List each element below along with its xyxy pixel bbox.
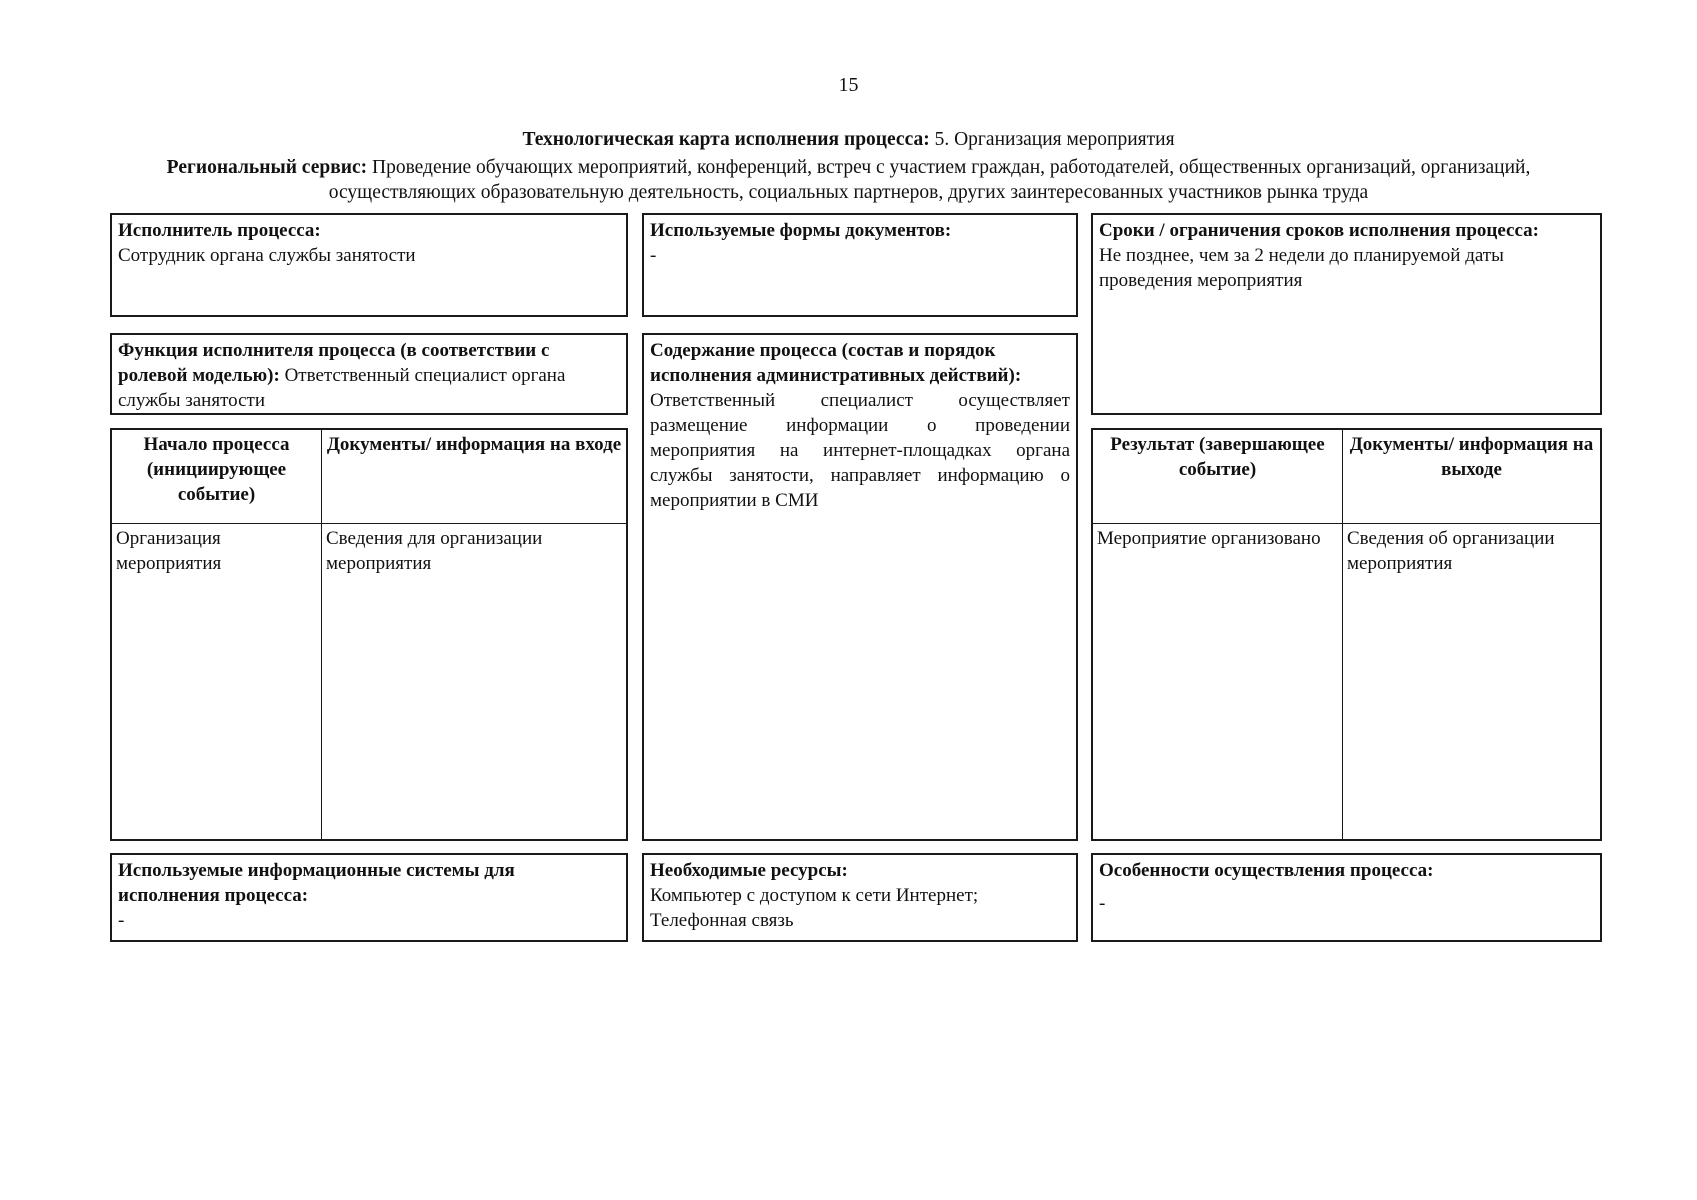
result-header-event: Результат (завершающее событие) (1093, 430, 1343, 524)
page-number: 15 (838, 74, 859, 96)
forms-value: - (650, 245, 657, 266)
deadlines-box (1091, 213, 1602, 415)
function-label: Функция исполнителя процесса (в соответствии с ролевой моделью): (118, 340, 550, 386)
resources-label: Необходимые ресурсы: (650, 860, 848, 881)
start-cell-docs: Сведения для организации мероприятия (326, 528, 543, 574)
resources-box (642, 853, 1078, 942)
info-systems-label: Используемые информационные системы для исполнения процесса: (118, 860, 515, 906)
function-value: Ответственный специалист органа службы занятости (118, 365, 566, 411)
content-value: Ответственный специалист осуществляет размещение информации о проведении мероприятия на интернет-площадках органа службы занятости, направляет информацию о мероприятии в СМИ (650, 390, 1070, 511)
process-card-title-value: 5. Организация мероприятия (929, 129, 1175, 150)
start-table (110, 428, 628, 841)
deadlines-value: Не позднее, чем за 2 недели до планируемой даты проведения мероприятия (1099, 245, 1504, 291)
resources-value-line2: Телефонная связь (650, 910, 794, 931)
function-box (110, 333, 628, 415)
result-cell-docs: Сведения об организации мероприятия (1347, 528, 1555, 574)
info-systems-value: - (118, 910, 125, 931)
resources-value-line1: Компьютер с доступом к сети Интернет; (650, 885, 979, 906)
deadlines-label: Сроки / ограничения сроков исполнения процесса: (1099, 220, 1539, 241)
regional-service-value: Проведение обучающих мероприятий, конференций, встреч с участием граждан, работодателей, общественных организаций, организаций, осуществляющих образовательную деятельность, социальных партнеров, других заинтересованных участников рынка труда (328, 157, 1531, 203)
start-header-docs: Документы/ информация на входе (322, 430, 626, 524)
forms-box (642, 213, 1078, 317)
info-systems-box (110, 853, 628, 942)
forms-label: Используемые формы документов: (650, 220, 952, 241)
start-cell-event: Организация мероприятия (112, 524, 322, 839)
result-cell-event: Мероприятие организовано (1093, 524, 1343, 839)
features-value: - (1099, 893, 1106, 914)
content-label: Содержание процесса (состав и порядок исполнения административных действий): (650, 340, 1022, 386)
content-box (642, 333, 1078, 841)
result-header-docs: Документы/ информация на выходе (1343, 430, 1600, 524)
regional-service-label: Региональный сервис: (166, 157, 368, 178)
result-table (1091, 428, 1602, 841)
process-card-title-label: Технологическая карта исполнения процесса: (522, 129, 930, 150)
start-header-event: Начало процесса (инициирующее событие) (112, 430, 322, 524)
features-label: Особенности осуществления процесса: (1099, 860, 1434, 881)
executor-value: Сотрудник органа службы занятости (118, 245, 416, 266)
regional-service (110, 155, 1587, 205)
process-card-title (110, 127, 1587, 152)
executor-box (110, 213, 628, 317)
features-box (1091, 853, 1602, 942)
executor-label: Исполнитель процесса: (118, 220, 321, 241)
